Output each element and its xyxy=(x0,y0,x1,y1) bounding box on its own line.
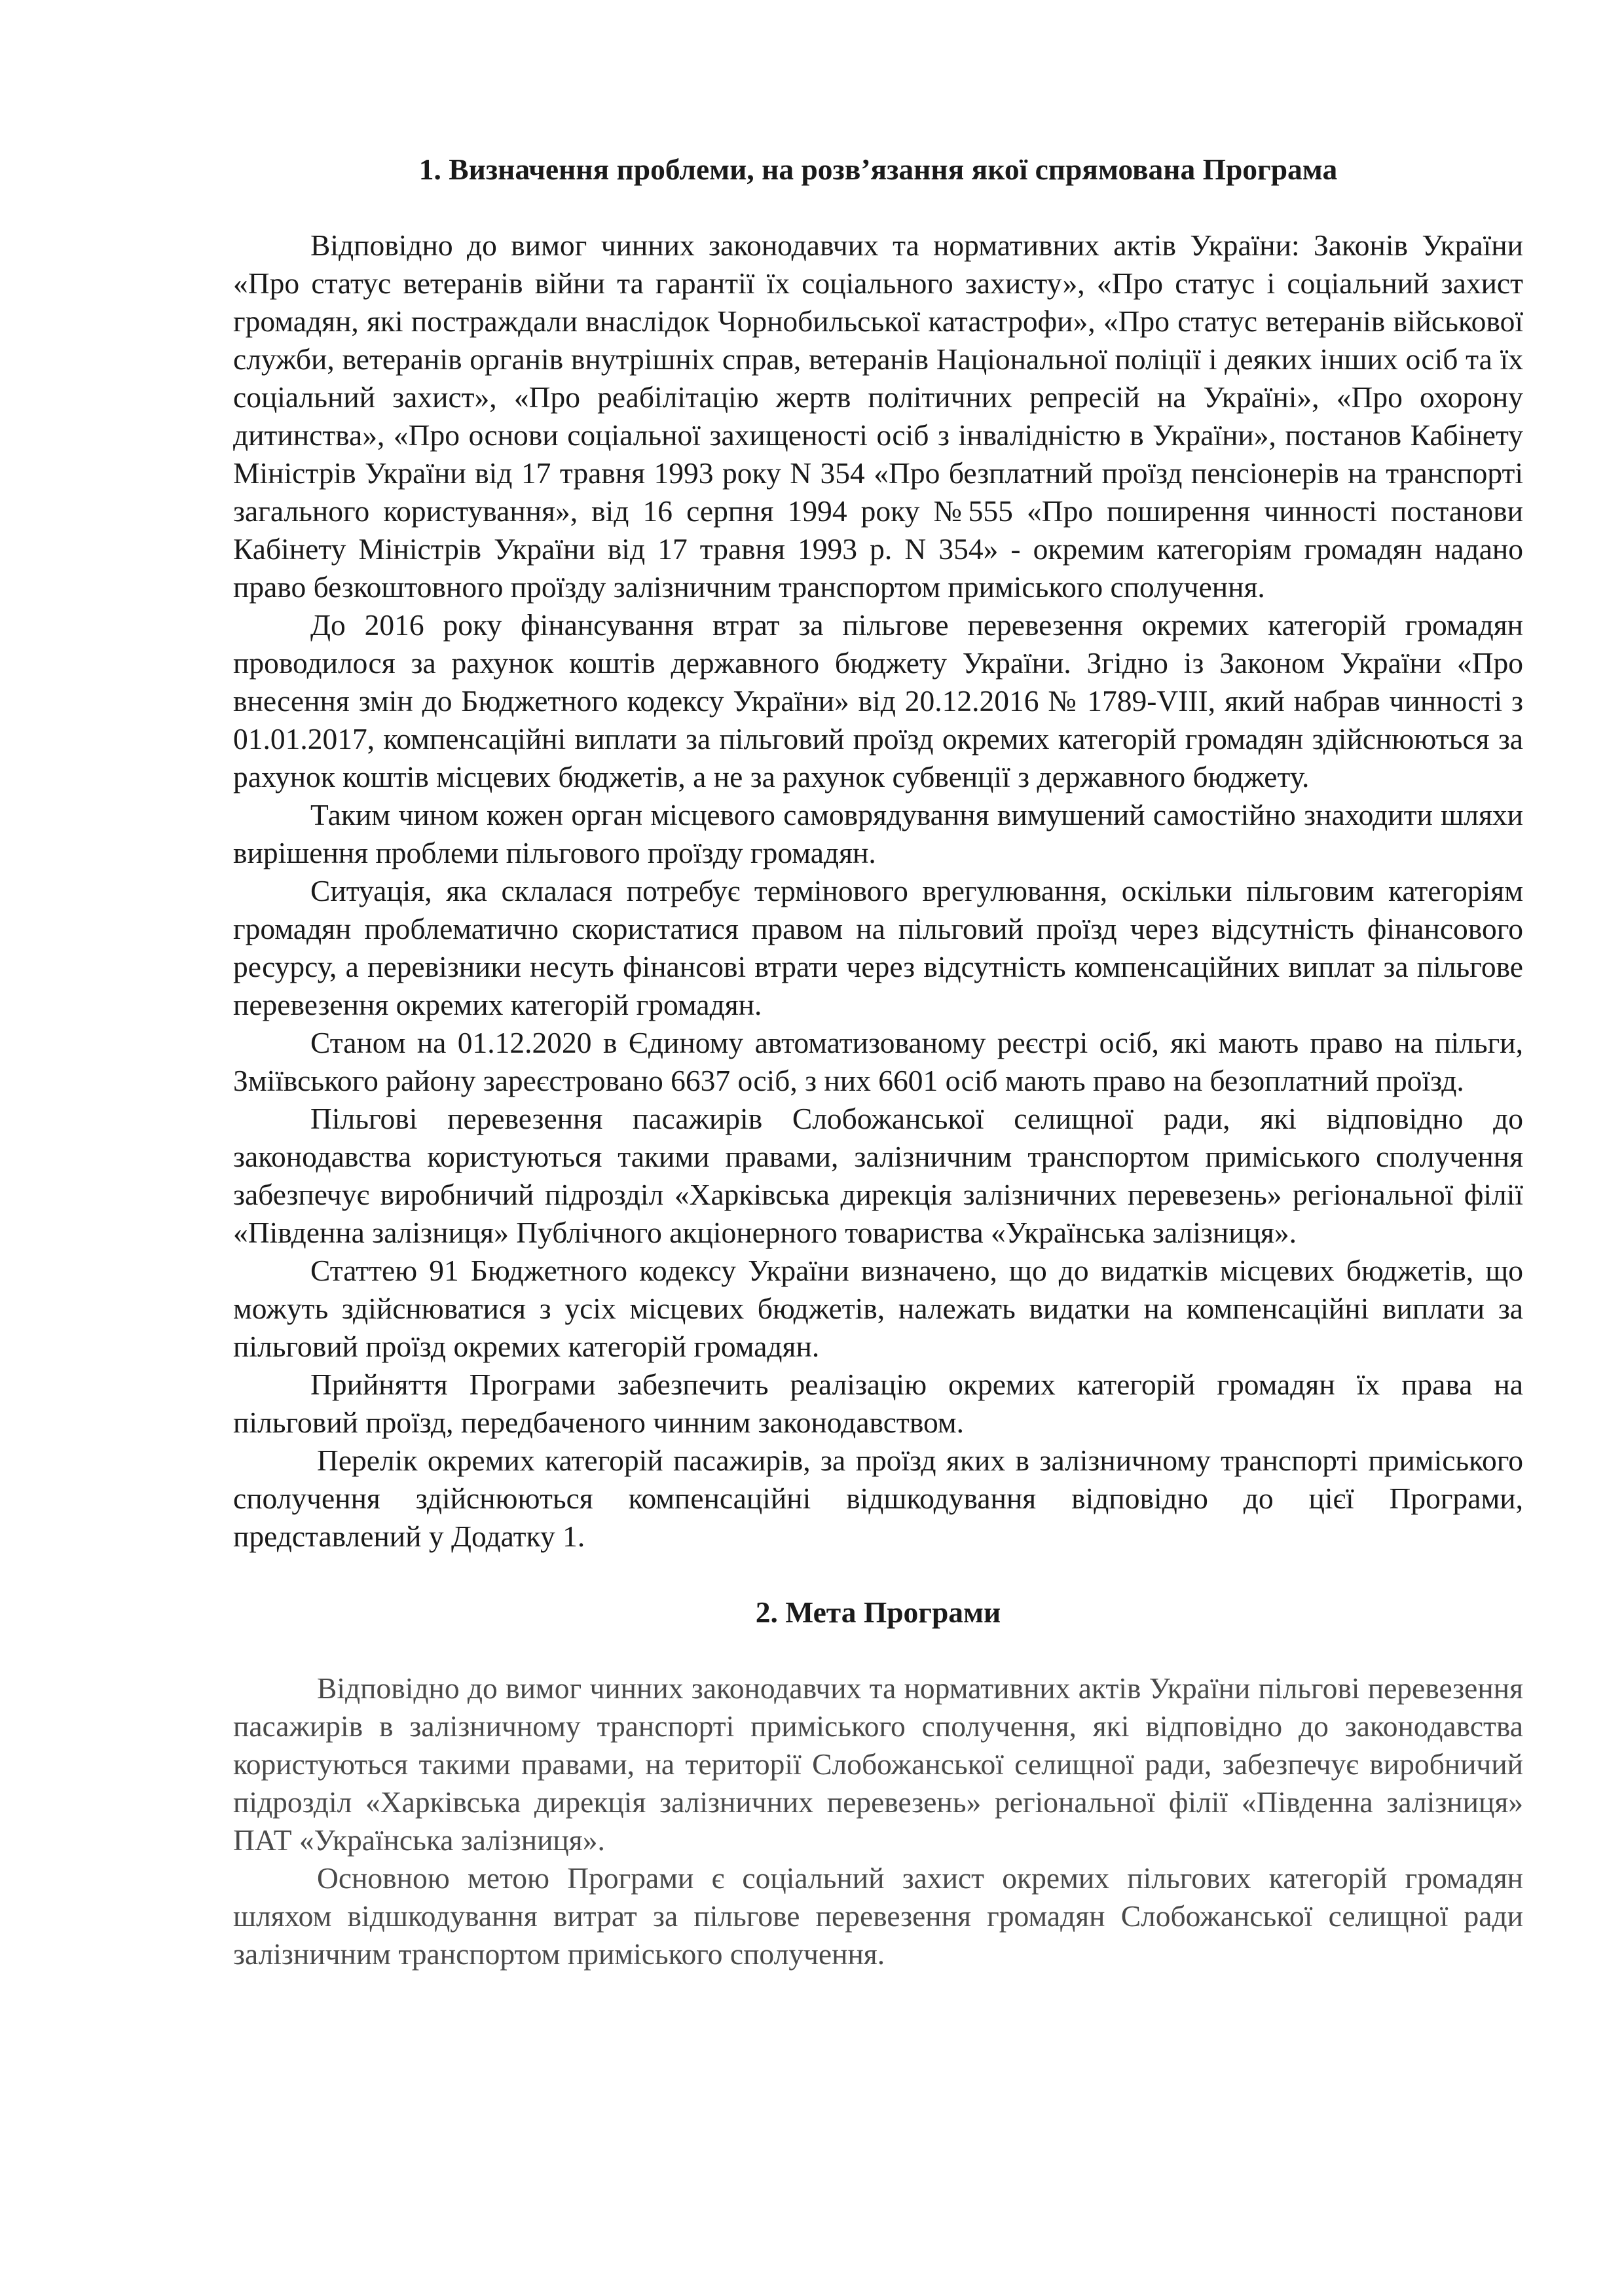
section-1-heading: 1. Визначення проблеми, на розв’язання якої спрямована Програма xyxy=(418,153,1338,186)
document-page xyxy=(233,151,1523,1973)
section-1-paragraph-7: Статтею 91 Бюджетного кодексу України визначено, що до видатків місцевих бюджетів, що можуть здійснюватися з усіх місцевих бюджетів, належать видатки на компенсаційні виплати за пільговий проїзд окремих категорій громадян. xyxy=(233,1254,1523,1363)
section-2-heading: 2. Мета Програми xyxy=(755,1595,1001,1629)
section-1-paragraph-6: Пільгові перевезення пасажирів Слобожанської селищної ради, які відповідно до законодавства користуються такими правами, залізничним транспортом приміського сполучення забезпечує виробничий підрозділ «Харківська дирекція залізничних перевезень» регіональної філії «Південна залізниця» Публічного акціонерного товариства «Українська залізниця». xyxy=(233,1102,1523,1249)
section-1-paragraph-4: Ситуація, яка склалася потребує термінового врегулювання, оскільки пільговим категоріям громадян проблематично скористатися правом на пільговий проїзд через відсутність фінансового ресурсу, а перевізники несуть фінансові втрати через відсутність компенсаційних виплат за пільгове перевезення окремих категорій громадян. xyxy=(233,874,1523,1021)
section-1-paragraph-9: Перелік окремих категорій пасажирів, за проїзд яких в залізничному транспорті приміського сполучення здійснюються компенсаційні відшкодування відповідно до цієї Програми, представлений у Додатку 1. xyxy=(233,1444,1523,1553)
section-1-paragraph-2: До 2016 року фінансування втрат за пільгове перевезення окремих категорій громадян проводилося за рахунок коштів державного бюджету України. Згідно із Законом України «Про внесення змін до Бюджетного кодексу України» від 20.12.2016 № 1789-VIII, який набрав чинності з 01.01.2017, компенсаційні виплати за пільговий проїзд окремих категорій громадян здійснюються за рахунок коштів місцевих бюджетів, а не за рахунок субвенції з державного бюджету. xyxy=(233,608,1523,793)
section-1-paragraph-8: Прийняття Програми забезпечить реалізацію окремих категорій громадян їх права на пільговий проїзд, передбаченого чинним законодавством. xyxy=(233,1368,1523,1439)
section-1-paragraph-1: Відповідно до вимог чинних законодавчих та нормативних актів України: Законів України «Про статус ветеранів війни та гарантії їх соціального захисту», «Про статус і соціальний захист громадян, які постраждали внаслідок Чорнобильської катастрофи», «Про статус ветеранів військової служби, ветеранів органів внутрішніх справ, ветеранів Національної поліції і деяких інших осіб та їх соціальний захист», «Про реабілітацію жертв політичних репресій на Україні», «Про охорону дитинства», «Про основи соціальної захищеності осіб з інвалідністю в України», постанов Кабінету Міністрів України від 17 травня 1993 року N 354 «Про безплатний проїзд пенсіонерів на транспорті загального користування», від 16 серпня 1994 року №555 «Про поширення чинності постанови Кабінету Міністрів України від 17 травня 1993 р. N 354» - окремим категоріям громадян надано право безкоштовного проїзду залізничним транспортом приміського сполучення. xyxy=(233,228,1523,604)
section-2-paragraph-2: Основною метою Програми є соціальний захист окремих пільгових категорій громадян шляхом відшкодування витрат за пільгове перевезення громадян Слобожанської селищної ради залізничним транспортом приміського сполучення. xyxy=(233,1861,1523,1971)
section-1-paragraph-3: Таким чином кожен орган місцевого самоврядування вимушений самостійно знаходити шляхи вирішення проблеми пільгового проїзду громадян. xyxy=(233,798,1523,869)
section-1-paragraph-5: Станом на 01.12.2020 в Єдиному автоматизованому реєстрі осіб, які мають право на пільги, Зміївського району зареєстровано 6637 осіб, з них 6601 осіб мають право на безоплатний проїзд. xyxy=(233,1026,1523,1097)
section-2-paragraph-1: Відповідно до вимог чинних законодавчих та нормативних актів України пільгові перевезення пасажирів в залізничному транспорті приміського сполучення, які відповідно до законодавства користуються такими правами, на території Слобожанської селищної ради, забезпечує виробничий підрозділ «Харківська дирекція залізничних перевезень» регіональної філії «Південна залізниця» ПАТ «Українська залізниця». xyxy=(233,1671,1523,1857)
